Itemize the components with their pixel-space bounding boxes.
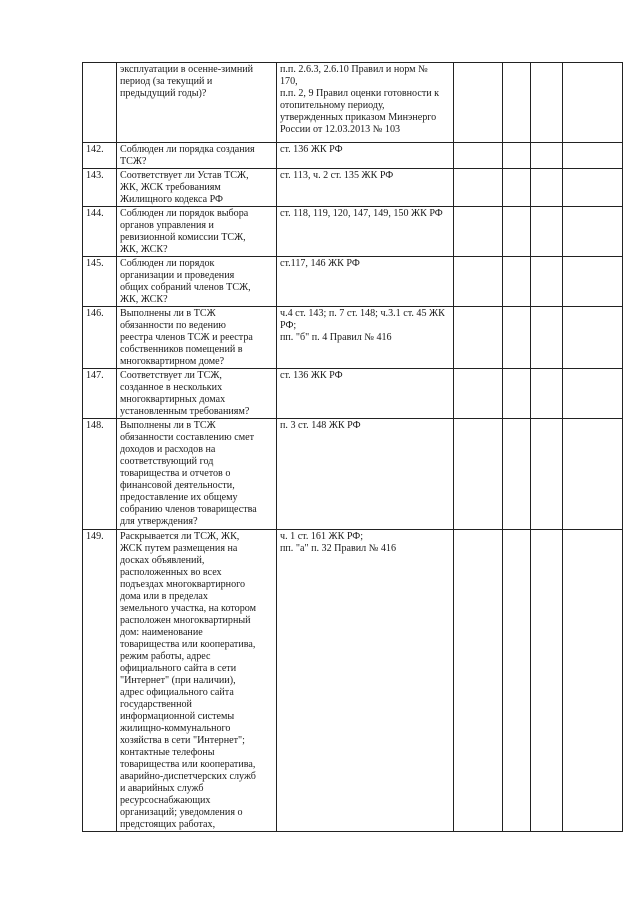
question-text: Выполнены ли в ТСЖ обязанности составлению смет доходов и расходов на соответствующий год товарищества и отчетов о финансовой деятельности, предоставление их общему собранию членов товарищества для утверждения?	[117, 419, 277, 530]
legal-reference: п.п. 2.6.3, 2.6.10 Правил и норм № 170, п.п. 2, 9 Правил оценки готовности к отопительному периоду, утвержденных приказом Минэнерго России от 12.03.2013 № 103	[277, 63, 454, 143]
table-row	[83, 419, 623, 530]
empty-cell	[563, 419, 623, 530]
empty-cell	[454, 143, 503, 169]
empty-cell	[503, 169, 531, 207]
empty-cell	[531, 530, 563, 832]
empty-cell	[531, 169, 563, 207]
empty-cell	[454, 63, 503, 143]
empty-cell	[454, 207, 503, 257]
checklist-table	[82, 62, 623, 832]
empty-cell	[563, 143, 623, 169]
question-text: Соблюден ли порядок выбора органов управления и ревизионной комиссии ТСЖ, ЖК, ЖСК?	[117, 207, 277, 257]
legal-reference: ч. 1 ст. 161 ЖК РФ; пп. "а" п. 32 Правил № 416	[277, 530, 454, 832]
row-number: 142.	[83, 143, 117, 169]
empty-cell	[503, 307, 531, 369]
table-row	[83, 257, 623, 307]
legal-reference: ст. 118, 119, 120, 147, 149, 150 ЖК РФ	[277, 207, 454, 257]
legal-reference: ст. 136 ЖК РФ	[277, 143, 454, 169]
question-text: Раскрывается ли ТСЖ, ЖК, ЖСК путем размещения на досках объявлений, расположенных во всех подъездах многоквартирного дома или в пределах земельного участка, на котором расположен многоквартирный дом: наименование товарищества или кооператива, режим работы, адрес официального сайта в сети "Интернет" (при наличии), адрес официального сайта государственной информационной системы жилищно-коммунального хозяйства в сети "Интернет"; контактные телефоны товарищества или кооператива, аварийно-диспетчерских служб и аварийных служб ресурсоснабжающих организаций; уведомления о предстоящих работах,	[117, 530, 277, 832]
empty-cell	[531, 369, 563, 419]
legal-reference: ст. 136 ЖК РФ	[277, 369, 454, 419]
empty-cell	[531, 257, 563, 307]
table-row	[83, 307, 623, 369]
row-number: 149.	[83, 530, 117, 832]
empty-cell	[503, 63, 531, 143]
empty-cell	[503, 257, 531, 307]
empty-cell	[531, 63, 563, 143]
row-number: 143.	[83, 169, 117, 207]
row-number: 147.	[83, 369, 117, 419]
empty-cell	[531, 207, 563, 257]
empty-cell	[531, 307, 563, 369]
legal-reference: ч.4 ст. 143; п. 7 ст. 148; ч.3.1 ст. 45 ЖК РФ; пп. "б" п. 4 Правил № 416	[277, 307, 454, 369]
empty-cell	[563, 169, 623, 207]
table-row	[83, 169, 623, 207]
table-row	[83, 207, 623, 257]
row-number	[83, 63, 117, 143]
empty-cell	[454, 369, 503, 419]
table-row	[83, 369, 623, 419]
question-text: Выполнены ли в ТСЖ обязанности по ведению реестра членов ТСЖ и реестра собственников помещений в многоквартирном доме?	[117, 307, 277, 369]
empty-cell	[503, 369, 531, 419]
empty-cell	[454, 257, 503, 307]
empty-cell	[454, 530, 503, 832]
question-text: Соблюден ли порядок организации и проведения общих собраний членов ТСЖ, ЖК, ЖСК?	[117, 257, 277, 307]
empty-cell	[563, 530, 623, 832]
question-text: Соответствует ли Устав ТСЖ, ЖК, ЖСК требованиям Жилищного кодекса РФ	[117, 169, 277, 207]
row-number: 145.	[83, 257, 117, 307]
empty-cell	[563, 207, 623, 257]
empty-cell	[531, 143, 563, 169]
empty-cell	[503, 207, 531, 257]
row-number: 148.	[83, 419, 117, 530]
empty-cell	[454, 419, 503, 530]
row-number: 146.	[83, 307, 117, 369]
empty-cell	[503, 419, 531, 530]
empty-cell	[563, 307, 623, 369]
empty-cell	[503, 530, 531, 832]
legal-reference: ст. 113, ч. 2 ст. 135 ЖК РФ	[277, 169, 454, 207]
empty-cell	[503, 143, 531, 169]
legal-reference: ст.117, 146 ЖК РФ	[277, 257, 454, 307]
question-text: эксплуатации в осенне-зимний период (за текущий и предыдущий годы)?	[117, 63, 277, 143]
table-row	[83, 530, 623, 832]
row-number: 144.	[83, 207, 117, 257]
empty-cell	[563, 369, 623, 419]
empty-cell	[563, 63, 623, 143]
table-row	[83, 143, 623, 169]
table-row	[83, 63, 623, 143]
legal-reference: п. 3 ст. 148 ЖК РФ	[277, 419, 454, 530]
empty-cell	[531, 419, 563, 530]
empty-cell	[454, 307, 503, 369]
question-text: Соблюден ли порядка создания ТСЖ?	[117, 143, 277, 169]
question-text: Соответствует ли ТСЖ, созданное в нескольких многоквартирных домах установленным требованиям?	[117, 369, 277, 419]
empty-cell	[563, 257, 623, 307]
empty-cell	[454, 169, 503, 207]
